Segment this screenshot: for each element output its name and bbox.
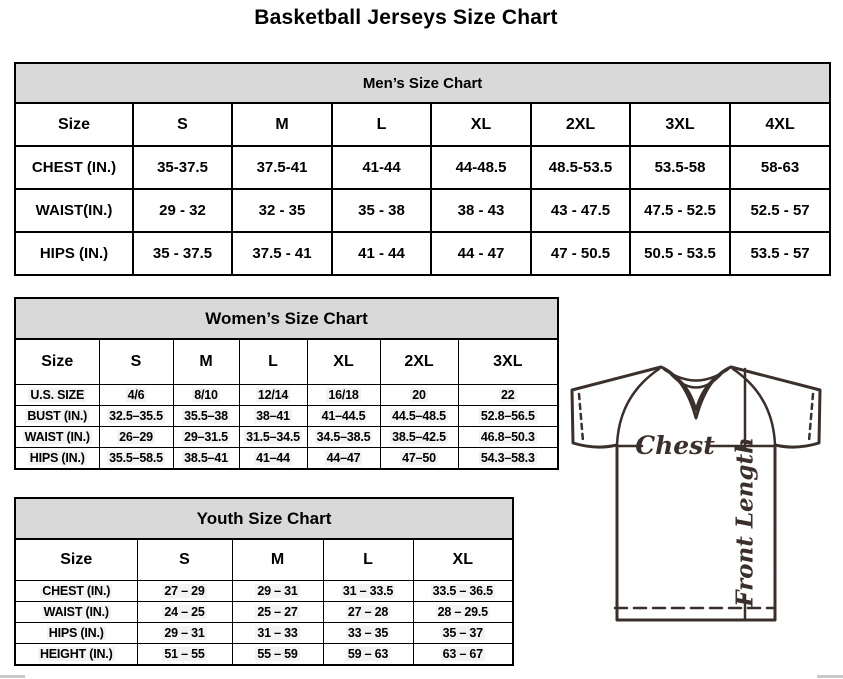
value-cell: 25 – 27: [232, 602, 323, 623]
value-cell: 54.3–58.3: [458, 448, 558, 470]
value-cell: 37.5 - 41: [232, 232, 332, 275]
value-cell: 24 – 25: [137, 602, 232, 623]
value-cell: 47–50: [380, 448, 458, 470]
page-title: Basketball Jerseys Size Chart: [254, 6, 558, 29]
value-cell: 51 – 55: [137, 644, 232, 666]
size-cell: M: [173, 339, 239, 385]
value-cell: 35 - 37.5: [133, 232, 232, 275]
row-label: CHEST (IN.): [15, 146, 133, 189]
value-cell: 29 – 31: [137, 623, 232, 644]
value-cell: 50.5 - 53.5: [630, 232, 730, 275]
youth-size-label: Size: [15, 539, 137, 581]
row-label: WAIST (IN.): [15, 427, 99, 448]
mens-hips-row: [15, 232, 830, 275]
mens-waist-row: [15, 189, 830, 232]
value-cell: 41–44.5: [307, 406, 380, 427]
size-cell: L: [239, 339, 307, 385]
value-cell: 29 - 32: [133, 189, 232, 232]
bottom-right-fragment: [817, 675, 843, 678]
value-cell: 31.5–34.5: [239, 427, 307, 448]
value-cell: 44–47: [307, 448, 380, 470]
bottom-left-fragment: [0, 675, 25, 678]
value-cell: 35 - 38: [332, 189, 431, 232]
value-cell: 16/18: [307, 385, 380, 406]
row-label: HIPS (IN.): [15, 623, 137, 644]
youth-size-row: [15, 539, 513, 581]
value-cell: 46.8–50.3: [458, 427, 558, 448]
womens-chart-title: Women’s Size Chart: [15, 298, 558, 339]
value-cell: 35.5–38: [173, 406, 239, 427]
value-cell: 48.5-53.5: [531, 146, 630, 189]
size-cell: L: [323, 539, 413, 581]
value-cell: 38 - 43: [431, 189, 531, 232]
row-label: HIPS (IN.): [15, 232, 133, 275]
womens-us-size-row: [15, 385, 558, 406]
value-cell: 29–31.5: [173, 427, 239, 448]
value-cell: 35-37.5: [133, 146, 232, 189]
value-cell: 44-48.5: [431, 146, 531, 189]
value-cell: 27 – 29: [137, 581, 232, 602]
womens-table-header-row: [15, 298, 558, 339]
size-cell: 2XL: [531, 103, 630, 146]
value-cell: 8/10: [173, 385, 239, 406]
value-cell: 38–41: [239, 406, 307, 427]
value-cell: 37.5-41: [232, 146, 332, 189]
size-cell: S: [99, 339, 173, 385]
value-cell: 27 – 28: [323, 602, 413, 623]
value-cell: 59 – 63: [323, 644, 413, 666]
value-cell: 47 - 50.5: [531, 232, 630, 275]
value-cell: 20: [380, 385, 458, 406]
mens-chest-row: [15, 146, 830, 189]
value-cell: 44 - 47: [431, 232, 531, 275]
value-cell: 38.5–41: [173, 448, 239, 470]
value-cell: 34.5–38.5: [307, 427, 380, 448]
size-cell: M: [232, 539, 323, 581]
value-cell: 28 – 29.5: [413, 602, 513, 623]
size-cell: 3XL: [630, 103, 730, 146]
value-cell: 52.5 - 57: [730, 189, 830, 232]
youth-table-header-row: [15, 498, 513, 539]
size-cell: 2XL: [380, 339, 458, 385]
row-label: CHEST (IN.): [15, 581, 137, 602]
value-cell: 63 – 67: [413, 644, 513, 666]
value-cell: 41 - 44: [332, 232, 431, 275]
value-cell: 38.5–42.5: [380, 427, 458, 448]
value-cell: 29 – 31: [232, 581, 323, 602]
row-label: WAIST (IN.): [15, 602, 137, 623]
chest-label: Chest: [635, 431, 715, 460]
value-cell: 53.5-58: [630, 146, 730, 189]
front-length-label: Front Length: [731, 437, 759, 607]
value-cell: 4/6: [99, 385, 173, 406]
womens-size-chart-table: [14, 297, 559, 470]
value-cell: 35.5–58.5: [99, 448, 173, 470]
youth-size-chart-table: [14, 497, 514, 666]
value-cell: 44.5–48.5: [380, 406, 458, 427]
value-cell: 52.8–56.5: [458, 406, 558, 427]
value-cell: 47.5 - 52.5: [630, 189, 730, 232]
row-label: HIPS (IN.): [15, 448, 99, 470]
womens-size-row: [15, 339, 558, 385]
value-cell: 43 - 47.5: [531, 189, 630, 232]
mens-size-label: Size: [15, 103, 133, 146]
size-cell: 3XL: [458, 339, 558, 385]
size-cell: XL: [431, 103, 531, 146]
womens-size-label: Size: [15, 339, 99, 385]
mens-size-row: [15, 103, 830, 146]
value-cell: 12/14: [239, 385, 307, 406]
value-cell: 35 – 37: [413, 623, 513, 644]
mens-chart-title: Men’s Size Chart: [15, 63, 830, 103]
value-cell: 41-44: [332, 146, 431, 189]
value-cell: 22: [458, 385, 558, 406]
youth-chart-title: Youth Size Chart: [15, 498, 513, 539]
value-cell: 41–44: [239, 448, 307, 470]
jersey-diagram: [556, 358, 837, 628]
value-cell: 33.5 – 36.5: [413, 581, 513, 602]
size-cell: XL: [307, 339, 380, 385]
value-cell: 31 – 33.5: [323, 581, 413, 602]
value-cell: 32.5–35.5: [99, 406, 173, 427]
value-cell: 53.5 - 57: [730, 232, 830, 275]
womens-hips-row: [15, 448, 558, 470]
value-cell: 33 – 35: [323, 623, 413, 644]
womens-bust-row: [15, 406, 558, 427]
row-label: BUST (IN.): [15, 406, 99, 427]
womens-waist-row: [15, 427, 558, 448]
mens-table-header-row: [15, 63, 830, 103]
youth-height-row: [15, 644, 513, 666]
value-cell: 55 – 59: [232, 644, 323, 666]
row-label: WAIST(IN.): [15, 189, 133, 232]
size-cell: S: [137, 539, 232, 581]
jersey-outline: [572, 367, 820, 620]
mens-size-chart-table: [14, 62, 831, 276]
size-cell: XL: [413, 539, 513, 581]
youth-hips-row: [15, 623, 513, 644]
value-cell: 31 – 33: [232, 623, 323, 644]
row-label: U.S. SIZE: [15, 385, 99, 406]
youth-waist-row: [15, 602, 513, 623]
value-cell: 32 - 35: [232, 189, 332, 232]
value-cell: 58-63: [730, 146, 830, 189]
size-cell: M: [232, 103, 332, 146]
youth-chest-row: [15, 581, 513, 602]
value-cell: 26–29: [99, 427, 173, 448]
size-cell: L: [332, 103, 431, 146]
size-cell: S: [133, 103, 232, 146]
row-label: HEIGHT (IN.): [15, 644, 137, 666]
size-cell: 4XL: [730, 103, 830, 146]
